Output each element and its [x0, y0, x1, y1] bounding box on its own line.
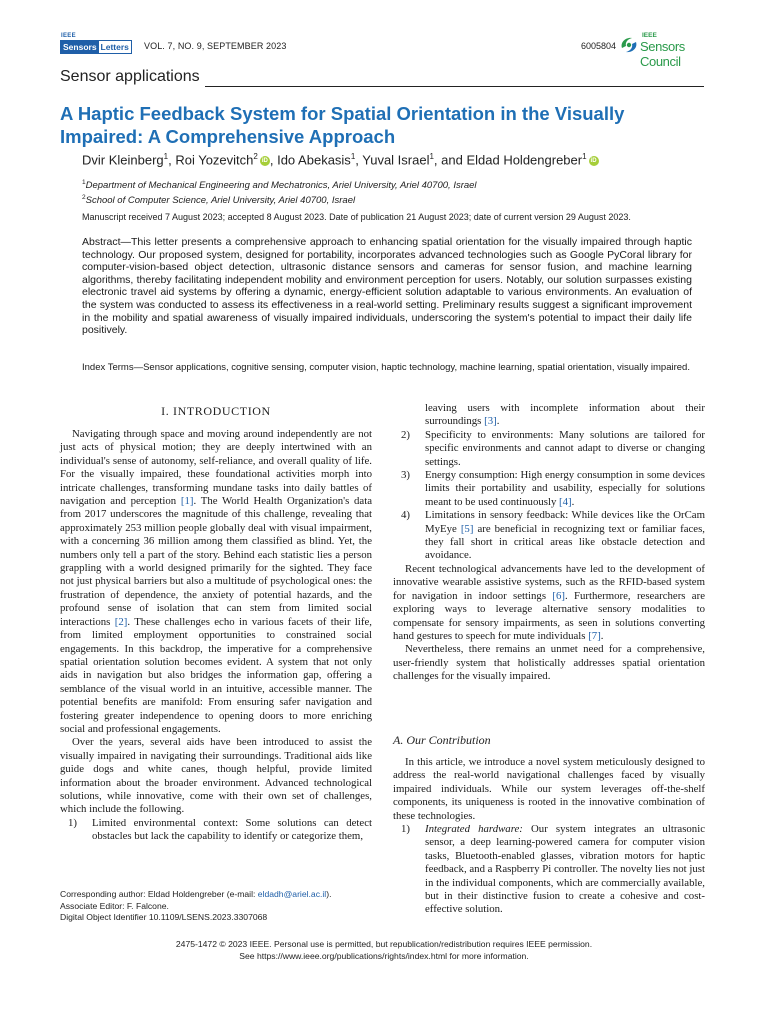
- index-terms: Index Terms—Sensor applications, cognitive sensing, computer vision, haptic technology, machine learning, spatial orientation, visually impaired.: [82, 362, 690, 373]
- author-name: Ido Abekasis: [277, 152, 351, 168]
- author-name: Dvir Kleinberg: [82, 152, 164, 168]
- council-ieee-text: IEEE: [642, 32, 657, 39]
- affiliations: [82, 177, 477, 207]
- orcid-icon[interactable]: iD: [261, 158, 268, 165]
- contribution-heading: A. Our Contribution: [393, 733, 491, 747]
- email-link[interactable]: eldadh@ariel.ac.il: [257, 889, 327, 899]
- doi: Digital Object Identifier 10.1109/LSENS.2023.3307068: [60, 912, 268, 922]
- citation-link[interactable]: [4]: [559, 495, 572, 508]
- corresponding-author: Corresponding author: Eldad Holdengreber (e-mail: eldadh@ariel.ac.il).: [60, 889, 332, 899]
- left-column: [60, 428, 372, 844]
- intro-paragraph-2: Over the years, several aids have been introduced to assist the visually impaired in navigating their surroundings. Traditional aids like guide dogs and white canes, though helpful, provide limited information about the broader environment. Advanced technological solutions, while innovative, come with their own set of challenges, which include the following.: [60, 736, 372, 816]
- author-affiliation: 2: [253, 152, 258, 161]
- list-item-continued: leaving users with incomplete information about their surroundings [3].: [425, 402, 705, 428]
- manuscript-dates: Manuscript received 7 August 2023; accepted 8 August 2023. Date of publication 21 August 2023; date of current version 29 August 2023.: [82, 212, 631, 222]
- author-affiliation: 1: [582, 152, 587, 161]
- author-affiliation: 1: [429, 152, 434, 161]
- affiliation-line: $^1$Department of Mechanical Engineering and Mechatronics, Ariel University, Ariel 40700, Israel: [82, 179, 477, 192]
- sensors-council-logo: [616, 32, 708, 69]
- citation-link[interactable]: [2]: [114, 615, 128, 628]
- logo-ieee-text: IEEE: [61, 33, 76, 39]
- citation-link[interactable]: [7]: [588, 629, 601, 642]
- logo-sensors-text: Sensors: [63, 42, 97, 52]
- article-number: 6005804: [580, 41, 616, 51]
- footnote: [60, 889, 331, 924]
- abstract: Abstract—This letter presents a comprehensive approach to enhancing spatial orientation for the visually impaired through haptic technology. Our proposed system, designed for portability, incorporates advanced technologies such as Google PyCoral library for computer-vision-based object detection, ultrasonic distance sensors and cameras for sensor fusion, and machine learning algorithms, thereby facilitating independent mobility and environment perception for users. Notably, our solution surpasses existing electronic travel aid systems by offering a dynamic, energy-efficient solution adaptable to various environments. An evaluation of the system was conducted to assess its effectiveness in a real-world setting. Preliminary results suggest a significant improvement in the mobility and spatial awareness of visually impaired individuals, underscoring the system's potential to impact their daily life positively.: [82, 236, 692, 337]
- citation-link[interactable]: [3]: [484, 415, 497, 428]
- council-name: Sensors Council: [640, 39, 685, 69]
- orcid-icon[interactable]: iD: [590, 158, 597, 165]
- list-item: 3) Energy consumption: High energy consumption in some devices limits their portability and usability, especially for solutions meant to be used continuously [4].: [401, 469, 705, 508]
- section-label: Sensor applications: [60, 68, 200, 85]
- paper-title: A Haptic Feedback System for Spatial Orientation in the Visually Impaired: A Comprehensive Approach: [60, 103, 625, 147]
- council-swirl-icon: [618, 34, 640, 56]
- item-label: Integrated hardware:: [425, 823, 523, 836]
- introduction-heading: I. INTRODUCTION: [161, 404, 271, 418]
- author-name: Roi Yozevitch: [175, 152, 254, 168]
- list-item: 1) Integrated hardware: Our system integrates an ultrasonic sensor, a deep learning-powered camera for computer vision tasks, Bluetooth-enabled glasses, vibration motors for haptic feedback, and a Raspberry Pi controller. The novelty lies not just in the individual components, which are commercially available, but in their distinctive fusion to create a cohesive and cost-effective solution.: [401, 823, 706, 916]
- intro-paragraph-1: Navigating through space and moving around independently are not just acts of physical motion; they are deeply intertwined with an individual's sense of autonomy, self-reliance, and overall quality of life. For the visually impaired, these foundational activities morph into intricate challenges, transforming mundane tasks into daily battles of navigation and perception [1]. The World Health Organization's data from 2017 underscores the magnitude of this challenge, revealing that approximately 253 million people globally deal with visual impairment, with a concerning 36 million among them classified as blind. Yet, the numbers only tell a part of the story. Behind each statistic lies a person grappling with a world designed primarily for the sighted. They face not just physical barriers but also a multitude of psychological ones: the frustration of dependence, the anxiety of potential hazards, and the profound sense of isolation that can stem from limited social interactions [2]. These challenges echo in various facets of their life, from limited employment opportunities to constrained social engagements. In this backdrop, the imperative for a comprehensive spatial orientation solution becomes evident. A system that not only aids in navigation but also bridges the information gap, offering a semblance of the visual world in an intuitive, accessible manner. The potential benefits are manifold: From ensuring safer navigation and fostering greater independence to opening doors to more enriching social and professional engagements.: [60, 428, 373, 735]
- list-item: 2) Specificity to environments: Many solutions are tailored for specific environments and cannot adapt to diverse or changing settings.: [401, 428, 705, 468]
- author-affiliation: 1: [163, 152, 169, 161]
- rights-link-line[interactable]: See https://www.ieee.org/publications/rights/index.html for more information.: [239, 951, 529, 961]
- affiliation-line: $^2$School of Computer Science, Ariel University, Ariel 40700, Israel: [82, 194, 356, 207]
- journal-volume-info: VOL. 7, NO. 9, SEPTEMBER 2023: [144, 41, 287, 51]
- section-divider: [205, 86, 704, 87]
- author-list: Dvir Kleinberg$^1$, Roi Yozevitch$^2$iD , Ido Abekasis$^1$, Yuval Israel$^1$, and Eldad Holdengreber$^1$iD: [82, 152, 597, 168]
- citation-link[interactable]: [6]: [552, 589, 565, 602]
- citation-link[interactable]: [5]: [460, 522, 474, 535]
- logo-letters-text: Letters: [100, 42, 129, 52]
- citation-link[interactable]: [1]: [180, 495, 194, 508]
- journal-header: [60, 32, 708, 69]
- right-column: [393, 402, 705, 684]
- contribution-section: [393, 756, 705, 917]
- copyright-notice: [0, 938, 768, 962]
- list-item: 1) Limited environmental context: Some solutions can detect obstacles but lack the capability to identify or categorize them,: [68, 816, 372, 843]
- author-name: Yuval Israel: [362, 152, 430, 168]
- intro-paragraph-3: Recent technological advancements have led to the development of innovative wearable assistive systems, such as the RFID-based system for navigation in indoor settings [6]. Furthermore, researchers are exploring ways to leverage alternative sensory modalities to compensate for sensory impairments, as seen in solutions converting hand gestures to speech for mute individuals [7].: [393, 562, 705, 642]
- list-item: 4) Limitations in sensory feedback: While devices like the OrCam MyEye [5] are beneficial in recognizing text or familiar faces, they fall short in critical areas like obstacle detection and avoidance.: [401, 509, 705, 562]
- author-name: Eldad Holdengreber: [466, 152, 583, 168]
- sensors-letters-logo: [60, 34, 138, 54]
- copyright-line: 2475-1472 © 2023 IEEE. Personal use is permitted, but republication/redistribution requires IEEE permission.: [175, 939, 593, 949]
- author-affiliation: 1: [350, 152, 356, 161]
- associate-editor: Associate Editor: F. Falcone.: [60, 900, 169, 911]
- intro-paragraph-4: Nevertheless, there remains an unmet need for a comprehensive, user-friendly system that holistically addresses spatial orientation challenges for the visually impaired.: [393, 643, 705, 683]
- contribution-paragraph: In this article, we introduce a novel system meticulously designed to address the real-world navigational challenges faced by visually impaired individuals. While our system leverages off-the-shelf components, its uniqueness is rooted in the innovative combination of these technologies.: [393, 756, 705, 822]
